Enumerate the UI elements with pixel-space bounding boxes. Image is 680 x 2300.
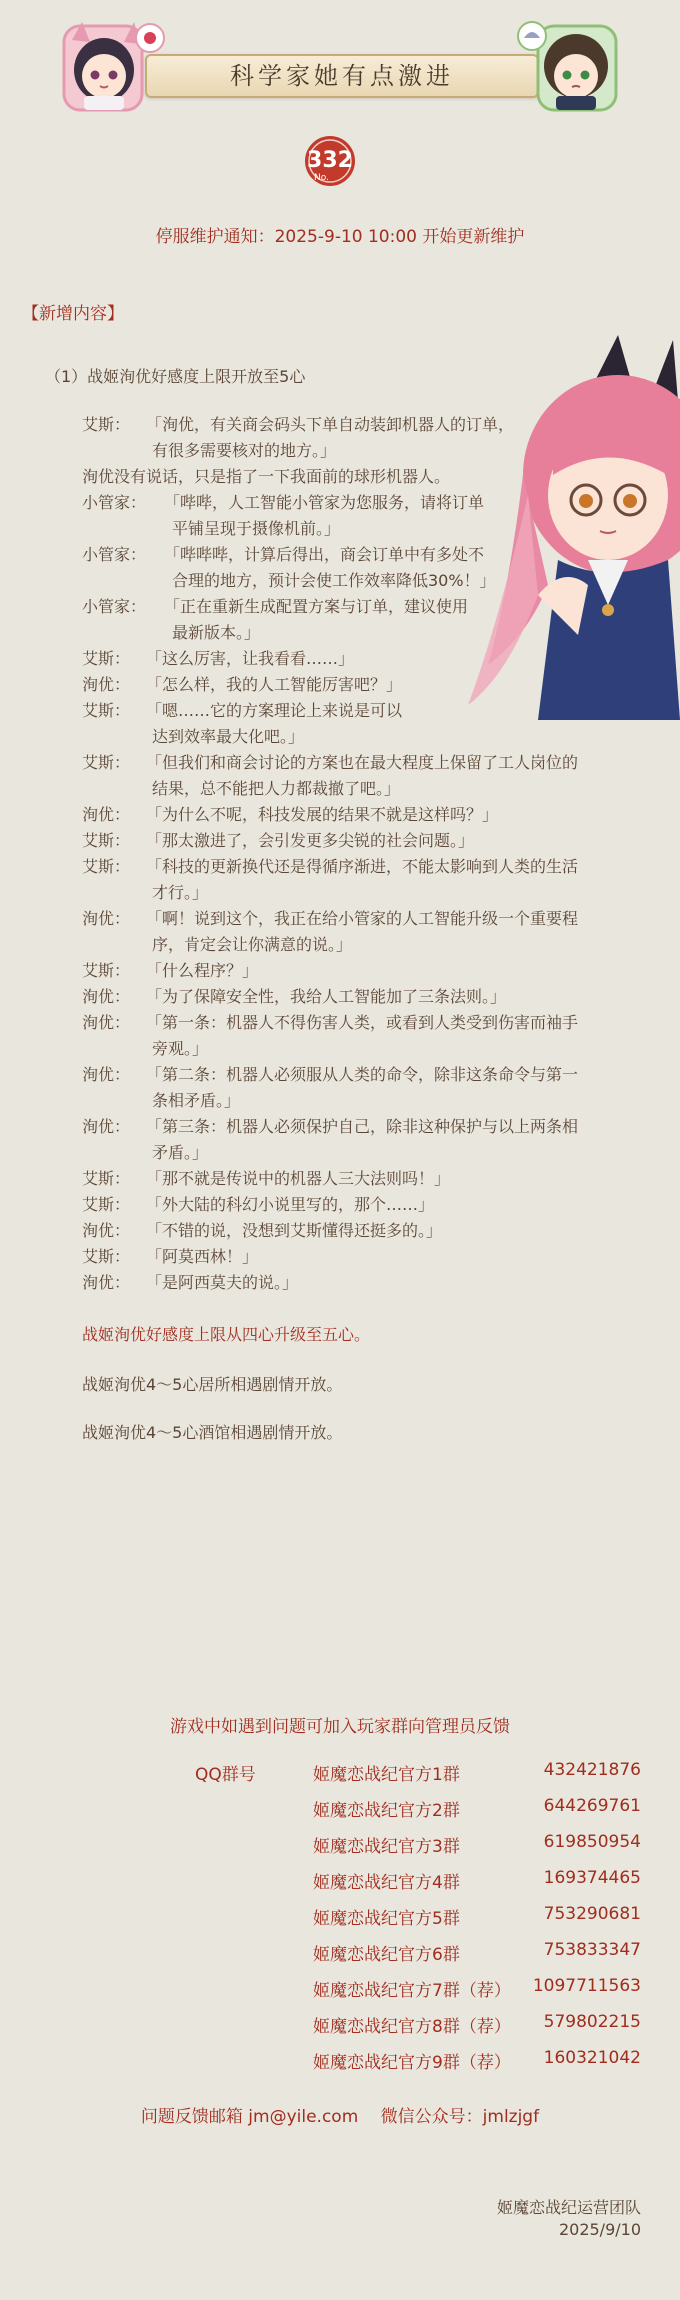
speaker-name: 艾斯：: [82, 857, 131, 876]
speaker-name: 艾斯：: [82, 753, 131, 772]
speaker-name: 洵优：: [82, 1221, 131, 1240]
speaker-name: 艾斯：: [82, 701, 131, 720]
dialog-line: [82, 1218, 642, 1244]
issue-prefix: No.: [314, 173, 329, 183]
dialog-line: [82, 750, 642, 802]
speaker-name: 洵优：: [82, 1117, 131, 1136]
speaker-name: 艾斯：: [82, 649, 131, 668]
dialog-line: [82, 1010, 642, 1062]
dialog-line: [82, 1192, 642, 1218]
qq-group-number[interactable]: 579802215: [543, 2012, 641, 2032]
qq-group-name: 姬魔恋战纪官方6群: [313, 1945, 460, 1965]
issue-number: 332: [307, 148, 353, 173]
tavern-story-note: 战姬洵优4～5心酒馆相遇剧情开放。: [82, 1423, 343, 1442]
speech-text: 「那不就是传说中的机器人三大法则吗！」: [146, 1169, 451, 1188]
speaker-name: 艾斯：: [82, 961, 131, 980]
team-signature: 姬魔恋战纪运营团队: [496, 2198, 641, 2217]
qq-group-name: 姬魔恋战纪官方4群: [313, 1873, 460, 1893]
qq-group-row: [0, 1976, 680, 2000]
dialog-line: [82, 490, 642, 542]
dialog-line: [82, 802, 642, 828]
speech-text: 「正在重新生成配置方案与订单，建议使用: [164, 597, 469, 616]
dialog-line: [82, 828, 642, 854]
speech-text: 「科技的更新换代还是得循序渐进，不能太影响到人类的生活: [146, 857, 579, 876]
speaker-name: 艾斯：: [82, 831, 131, 850]
qq-group-label: QQ群号: [195, 1765, 256, 1785]
speaker-name: 小管家：: [82, 545, 147, 564]
dialog-line: [82, 412, 642, 464]
speech-text: 矛盾。」: [152, 1143, 209, 1162]
speaker-name: 艾斯：: [82, 415, 131, 434]
dialog-line: [82, 984, 642, 1010]
dialog-line: [82, 1062, 642, 1114]
speaker-name: 洵优：: [82, 675, 131, 694]
item-title: （1）战姬洵优好感度上限开放至5心: [45, 367, 306, 386]
dialog-line: [82, 1270, 642, 1296]
qq-group-row: [0, 2012, 680, 2036]
maintenance-notice: 停服维护通知：2025-9-10 10:00 开始更新维护: [155, 227, 525, 247]
qq-group-number[interactable]: 619850954: [543, 1832, 641, 1852]
qq-group-row: [0, 1832, 680, 1856]
contact-heading: 游戏中如遇到问题可加入玩家群向管理员反馈: [170, 1717, 510, 1737]
speaker-name: 洵优：: [82, 987, 131, 1006]
speaker-name: 洵优：: [82, 909, 131, 928]
issue-number-badge: [300, 135, 360, 187]
feedback-contact[interactable]: 问题反馈邮箱 jm@yile.com 微信公众号：jmlzjgf: [140, 2107, 540, 2127]
dialog-line: [82, 1114, 642, 1166]
qq-group-name: 姬魔恋战纪官方3群: [313, 1837, 460, 1857]
qq-group-row: [0, 1904, 680, 1928]
speaker-name: 艾斯：: [82, 1169, 131, 1188]
speaker-name: 洵优：: [82, 1013, 131, 1032]
speech-text: 「啊！说到这个，我正在给小管家的人工智能升级一个重要程: [146, 909, 579, 928]
qq-group-name: 姬魔恋战纪官方1群: [313, 1765, 460, 1785]
qq-group-number[interactable]: 160321042: [543, 2048, 641, 2068]
speech-text: 「是阿西莫夫的说。」: [146, 1273, 299, 1292]
speech-text: 「为了保障安全性，我给人工智能加了三条法则。」: [146, 987, 507, 1006]
speech-text: 达到效率最大化吧。」: [152, 727, 305, 746]
qq-group-number[interactable]: 169374465: [543, 1868, 641, 1888]
speech-text: 「外大陆的科幻小说里写的，那个……」: [146, 1195, 435, 1214]
speaker-name: 小管家：: [82, 493, 147, 512]
dialog-line: [82, 672, 642, 698]
speech-text: 才行。」: [152, 883, 209, 902]
dialog-line: [82, 594, 642, 646]
speech-text: 条相矛盾。」: [152, 1091, 241, 1110]
qq-group-number[interactable]: 753833347: [543, 1940, 641, 1960]
speaker-name: 艾斯：: [82, 1247, 131, 1266]
qq-group-row: [0, 1940, 680, 1964]
speech-text: 「不错的说，没想到艾斯懂得还挺多的。」: [146, 1221, 443, 1240]
qq-group-name: 姬魔恋战纪官方9群（荐）: [313, 2053, 511, 2073]
speech-text: 有很多需要核对的地方。」: [152, 441, 337, 460]
dialog-line: [82, 698, 642, 750]
qq-group-number[interactable]: 644269761: [543, 1796, 641, 1816]
qq-group-row: [0, 1796, 680, 1820]
speech-text: 合理的地方，预计会使工作效率降低30%！」: [172, 571, 496, 590]
dialog-line: [82, 646, 642, 672]
qq-group-name: 姬魔恋战纪官方8群（荐）: [313, 2017, 511, 2037]
qq-group-number[interactable]: 753290681: [543, 1904, 641, 1924]
speaker-name: 艾斯：: [82, 1195, 131, 1214]
dialog-line: [82, 1166, 642, 1192]
speech-text: 最新版本。」: [172, 623, 261, 642]
dialog-line: [82, 906, 642, 958]
speech-text: 「那太激进了，会引发更多尖锐的社会问题。」: [146, 831, 475, 850]
speech-text: 「第二条：机器人必须服从人类的命令，除非这条命令与第一: [146, 1065, 579, 1084]
dialog-block: [82, 412, 642, 1296]
dialog-line: [82, 1244, 642, 1270]
speech-text: 「为什么不呢，科技发展的结果不就是这样吗？」: [146, 805, 499, 824]
speaker-name: 洵优：: [82, 805, 131, 824]
speech-text: 平铺呈现于摄像机前。」: [172, 519, 341, 538]
dialog-line: [82, 854, 642, 906]
affection-upgrade-note: 战姬洵优好感度上限从四心升级至五心。: [82, 1325, 371, 1344]
section-title: 【新增内容】: [22, 304, 124, 324]
dialog-line: [82, 542, 642, 594]
speaker-name: 小管家：: [82, 597, 147, 616]
speech-text: 「哔哔哔，计算后得出，商会订单中有多处不: [164, 545, 485, 564]
qq-group-name: 姬魔恋战纪官方2群: [313, 1801, 460, 1821]
qq-group-number[interactable]: 1097711563: [532, 1976, 641, 1996]
qq-group-number[interactable]: 432421876: [543, 1760, 641, 1780]
speech-text: 结果，总不能把人力都裁撤了吧。」: [152, 779, 401, 798]
speech-text: 「这么厉害，让我看看……」: [146, 649, 355, 668]
speech-text: 序，肯定会让你满意的说。」: [152, 935, 353, 954]
residence-story-note: 战姬洵优4～5心居所相遇剧情开放。: [82, 1375, 343, 1394]
dialog-line: [82, 464, 642, 490]
speech-text: 「怎么样，我的人工智能厉害吧？」: [146, 675, 403, 694]
title-banner: [60, 20, 620, 115]
speech-text: 「阿莫西林！」: [146, 1247, 259, 1266]
speech-text: 「嗯……它的方案理论上来说是可以: [146, 701, 403, 720]
speech-text: 「洵优，有关商会码头下单自动装卸机器人的订单，: [146, 415, 515, 434]
qq-group-name: 姬魔恋战纪官方5群: [313, 1909, 460, 1929]
speech-text: 「但我们和商会讨论的方案也在最大程度上保留了工人岗位的: [146, 753, 579, 772]
page-title: 科学家她有点激进: [230, 62, 454, 90]
speech-text: 「第三条：机器人必须保护自己，除非这种保护与以上两条相: [146, 1117, 579, 1136]
chibi-boy-right-illustration: [510, 20, 620, 115]
speaker-name: 洵优：: [82, 1065, 131, 1084]
speech-text: 旁观。」: [152, 1039, 209, 1058]
qq-group-row: [0, 2048, 680, 2072]
speech-text: 「第一条：机器人不得伤害人类，或看到人类受到伤害而袖手: [146, 1013, 579, 1032]
speaker-name: 洵优：: [82, 1273, 131, 1292]
speech-text: 「哔哔，人工智能小管家为您服务，请将订单: [164, 493, 485, 512]
qq-group-row: [0, 1868, 680, 1892]
qq-group-name: 姬魔恋战纪官方7群（荐）: [313, 1981, 511, 2001]
speech-text: 「什么程序？」: [146, 961, 259, 980]
signature-date: 2025/9/10: [558, 2220, 641, 2239]
dialog-line: [82, 958, 642, 984]
narration-text: 洵优没有说话，只是指了一下我面前的球形机器人。: [82, 467, 451, 486]
qq-group-row: [0, 1760, 680, 1784]
